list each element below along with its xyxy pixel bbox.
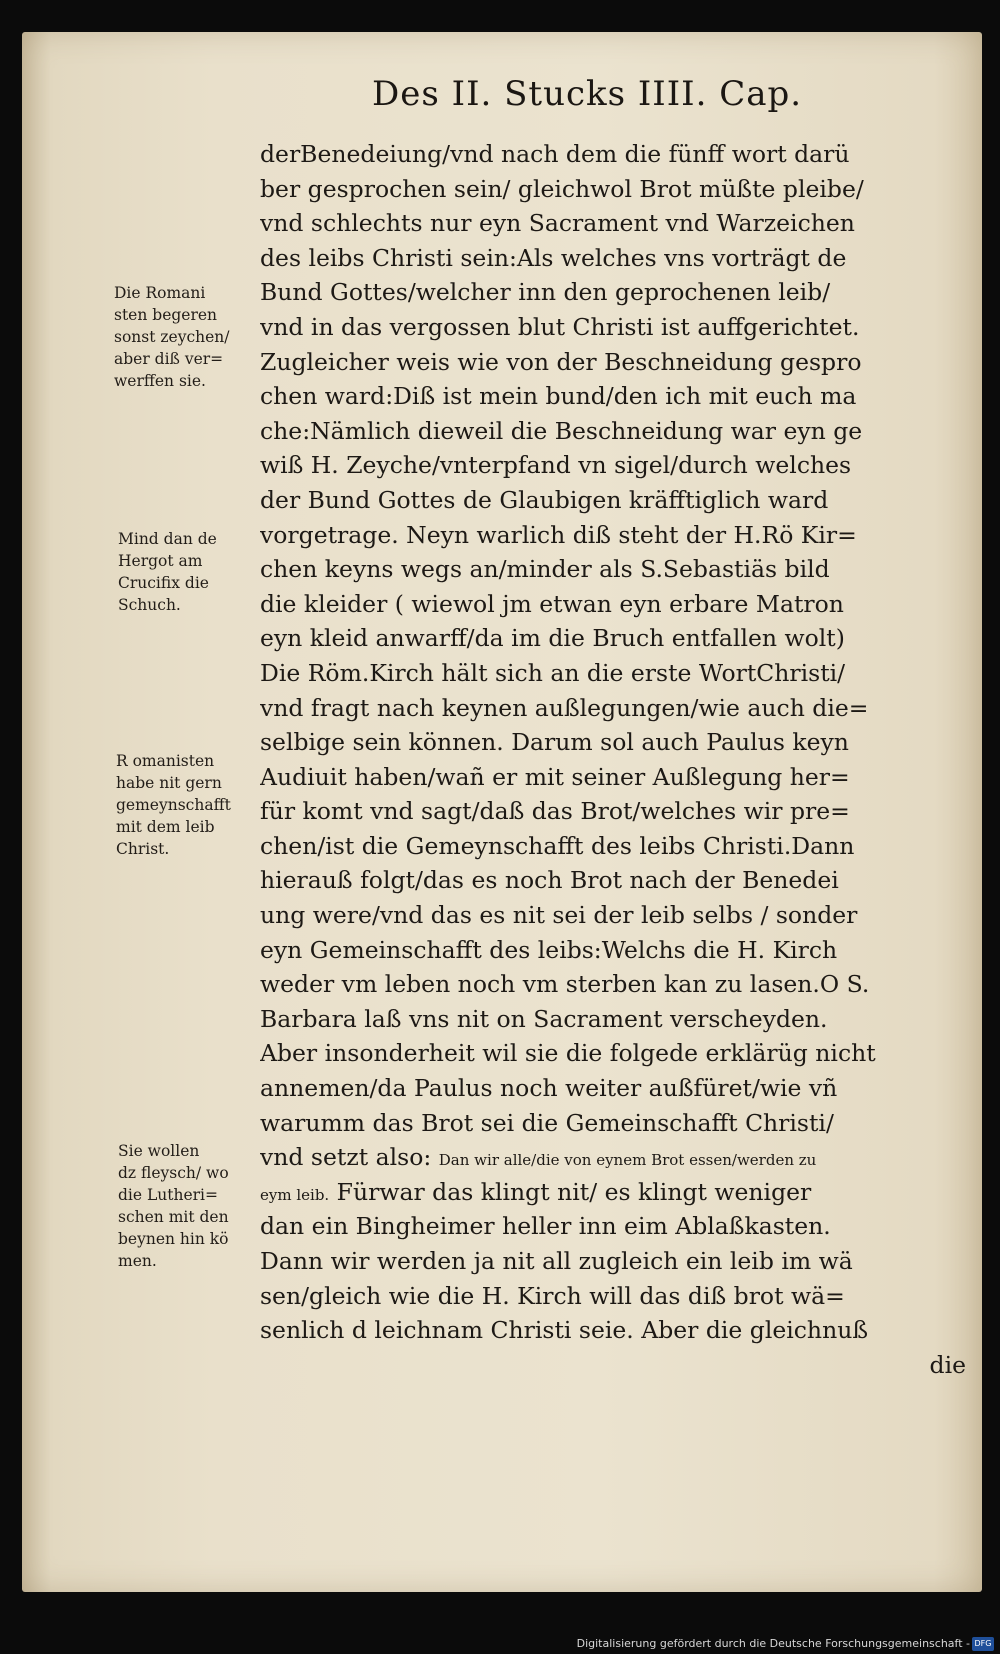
text-line: dan ein Bingheimer heller inn eim Ablaßkasten.	[260, 1212, 831, 1241]
margin-note-line: Mind dan de	[118, 530, 217, 548]
margin-note-line: aber diß ver=	[114, 350, 224, 368]
text-line: Barbara laß vns nit on Sacrament verscheyden.	[260, 1004, 828, 1033]
margin-note-line: die Lutheri=	[118, 1186, 218, 1204]
text-line: für komt vnd sagt/daß das Brot/welches wir pre=	[260, 797, 850, 826]
text-line: hierauß folgt/das es noch Brot nach der Benedei	[260, 866, 839, 895]
text-line: ber gesprochen sein/ gleichwol Brot müßte pleibe/	[260, 174, 864, 203]
text-line: derBenedeiung/vnd nach dem die fünff wort darü	[260, 140, 850, 168]
margin-note-line: men.	[118, 1252, 157, 1270]
margin-note-line: gemeynschafft	[116, 796, 231, 814]
book-page	[22, 32, 982, 1592]
margin-note-line: mit dem leib	[116, 818, 215, 836]
text-line: che:Nämlich dieweil die Beschneidung war eyn ge	[260, 416, 863, 445]
margin-note-line: Crucifix die	[118, 574, 209, 592]
text-line: eyn Gemeinschafft des leibs:Welchs die H. Kirch	[260, 935, 838, 964]
text-line: vnd fragt nach keynen außlegungen/wie auch die=	[260, 693, 869, 722]
text-line: selbige sein können. Darum sol auch Paulus keyn	[260, 728, 849, 757]
margin-note-line: Schuch.	[118, 596, 181, 614]
text-line: warumm das Brot sei die Gemeinschafft Christi/	[260, 1108, 834, 1137]
margin-note-line: Christ.	[116, 840, 170, 858]
text-segment: Fürwar das klingt nit/ es klingt weniger	[336, 1177, 812, 1206]
margin-note-line: dz fleysch/ wo	[118, 1164, 229, 1182]
text-segment: vnd setzt also:	[260, 1143, 432, 1172]
text-line: Dann wir werden ja nit all zugleich ein leib im wä	[260, 1247, 853, 1275]
text-line: annemen/da Paulus noch weiter außfüret/wie vñ	[260, 1074, 838, 1103]
text-line: ung were/vnd das es nit sei der leib selbs / sonder	[260, 901, 858, 930]
text-line: vorgetrage. Neyn warlich diß steht der H.Rö Kir=	[260, 520, 857, 549]
funding-notice: Digitalisierung gefördert durch die Deutsche Forschungsgemeinschaft -	[576, 1637, 970, 1650]
dfg-logo: DFG	[972, 1637, 994, 1651]
text-line-with-quote	[260, 1140, 970, 1175]
text-line: Bund Gottes/welcher inn den geprochenen leib/	[260, 278, 831, 307]
text-line: weder vm leben noch vm sterben kan zu lasen.O S.	[260, 970, 870, 999]
margin-note	[114, 282, 254, 392]
margin-note-line: sonst zeychen/	[114, 328, 230, 346]
text-line: Aber insonderheit wil sie die folgede erklärüg nicht	[260, 1039, 876, 1068]
margin-note	[118, 1140, 258, 1272]
text-line: senlich d leichnam Christi seie. Aber die gleichnuß	[260, 1316, 869, 1345]
text-line: Audiuit haben/wañ er mit seiner Außlegung her=	[260, 762, 850, 791]
margin-note	[116, 750, 256, 860]
text-line: Die Röm.Kirch hält sich an die erste WortChristi/	[260, 658, 846, 687]
margin-note-line: habe nit gern	[116, 774, 222, 792]
text-line: die kleider ( wiewol jm etwan eyn erbare Matron	[260, 589, 844, 618]
margin-note-line: sten begeren	[114, 306, 218, 324]
text-line: vnd in das vergossen blut Christi ist auffgerichtet.	[260, 312, 860, 341]
margin-note-line: Hergot am	[118, 552, 203, 570]
margin-note-line: Sie wollen	[118, 1142, 200, 1160]
margin-note-line: R omanisten	[116, 752, 215, 770]
margin-note	[118, 528, 258, 616]
footer-bar	[0, 1632, 1000, 1654]
margin-note-line: Die Romani	[114, 284, 206, 302]
text-line: eyn kleid anwarff/da im die Bruch entfallen wolt)	[260, 624, 845, 653]
inline-quote-end: eym leib.	[260, 1185, 330, 1204]
main-text-block	[260, 137, 970, 1382]
text-line: wiß H. Zeyche/vnterpfand vn sigel/durch welches	[260, 451, 852, 480]
running-header: Des II. Stucks IIII. Cap.	[372, 74, 803, 114]
margin-note-line: beynen hin kö	[118, 1230, 229, 1248]
text-line: chen keyns wegs an/minder als S.Sebastiäs bild	[260, 555, 830, 584]
text-line: vnd schlechts nur eyn Sacrament vnd Warzeichen	[260, 209, 855, 238]
margin-note-line: schen mit den	[118, 1208, 229, 1226]
catchword: die	[929, 1350, 966, 1379]
text-line: Zugleicher weis wie von der Beschneidung gespro	[260, 347, 862, 376]
text-line: chen ward:Diß ist mein bund/den ich mit euch ma	[260, 382, 857, 411]
text-line: sen/gleich wie die H. Kirch will das diß brot wä=	[260, 1281, 845, 1310]
text-line: chen/ist die Gemeynschafft des leibs Christi.Dann	[260, 831, 855, 860]
margin-note-line: werffen sie.	[114, 372, 206, 390]
text-line: der Bund Gottes de Glaubigen kräfftiglich ward	[260, 485, 829, 514]
text-line: des leibs Christi sein:Als welches vns vorträgt de	[260, 243, 847, 272]
text-line-with-quote-end	[260, 1175, 970, 1210]
inline-quote: Dan wir alle/die von eynem Brot essen/werden zu	[438, 1151, 817, 1170]
